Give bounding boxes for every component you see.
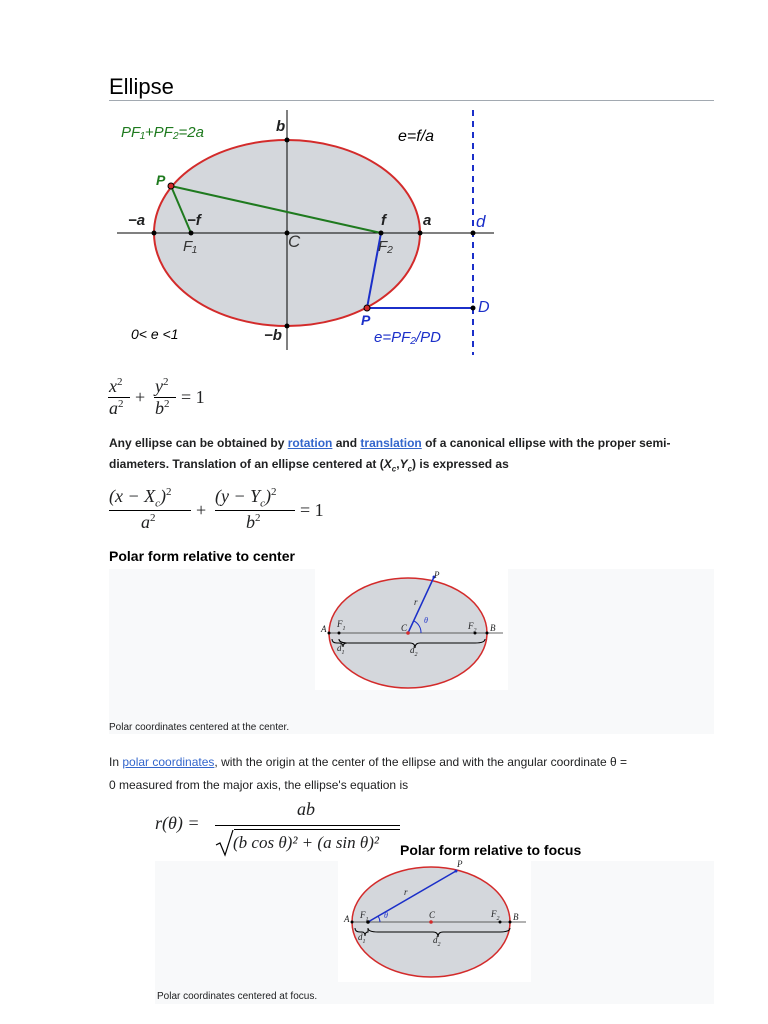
- label-f2: F₂: [378, 238, 393, 255]
- point-D: [471, 306, 476, 311]
- label-center: C: [288, 232, 301, 251]
- label-b-top: b: [276, 118, 286, 135]
- label-p-top: P: [156, 172, 166, 188]
- eccentricity-range: 0< e <1: [131, 326, 179, 342]
- polar-coordinates-link[interactable]: polar coordinates: [122, 755, 215, 769]
- focal-sum-label: PF₁+PF₂=2a: [121, 124, 204, 141]
- label-p-bottom: P: [361, 312, 371, 328]
- point-p-bottom: [364, 305, 370, 311]
- translation-paragraph: Any ellipse can be obtained by rotation and translation of a canonical ellipse with the proper semi- diameters. Translation of an ellipse centered at $(X_c,Y_c)$ is expressed as: [109, 436, 671, 474]
- point-d: [471, 231, 476, 236]
- label-d: d: [476, 212, 486, 231]
- polar-equation: r(θ) = ab (b cos θ)² + (a sin θ)²: [155, 797, 405, 861]
- heading-polar-focus: Polar form relative to focus: [400, 842, 582, 858]
- eq1-b: b: [155, 398, 164, 418]
- point-f1: [189, 231, 194, 236]
- point-f2: [379, 231, 384, 236]
- eq1-y: y: [155, 376, 163, 396]
- label-D: D: [478, 299, 490, 316]
- label-f: f: [381, 212, 386, 229]
- rotation-link[interactable]: rotation: [287, 436, 333, 450]
- eq1-rhs: = 1: [181, 387, 205, 407]
- point-p-top: [168, 183, 174, 189]
- caption-polar-center: Polar coordinates centered at the center.: [109, 722, 290, 733]
- label-b-bottom: −b: [264, 327, 282, 344]
- point-neg-b: [285, 324, 290, 329]
- ellipse-diagram: [109, 105, 509, 360]
- ellipse-equation: $x^2$ $a^2$ + $y^2$ $b^2$ = 1: [109, 376, 205, 418]
- polar-paragraph: In polar coordinates, with the origin at the center of the ellipse and with the angular coordinate θ = 0 measured from the major axis, the ellipse's equation is: [109, 755, 627, 792]
- point-b: [285, 138, 290, 143]
- eccentricity-definition: e=f/a: [398, 128, 435, 145]
- eq1-a: a: [109, 398, 118, 418]
- label-f1: F₁: [183, 238, 197, 255]
- translation-link[interactable]: translation: [360, 436, 422, 450]
- page-title: Ellipse: [109, 74, 174, 99]
- eq1-x: x: [109, 376, 117, 396]
- heading-polar-center: Polar form relative to center: [109, 548, 295, 564]
- eccentricity-ratio: e=PF₂/PD: [374, 329, 441, 346]
- title-divider: [109, 100, 714, 101]
- point-neg-a: [152, 231, 157, 236]
- label-neg-a: −a: [128, 212, 146, 229]
- label-a: a: [423, 212, 432, 229]
- translated-ellipse-equation: $(x - X_c)^2$ $a^2$ + $(y - Y_c)^2$ $b^2$ = 1: [109, 486, 324, 532]
- point-a: [418, 231, 423, 236]
- label-neg-f: −f: [187, 212, 201, 229]
- caption-polar-focus: Polar coordinates centered at focus.: [157, 991, 318, 1002]
